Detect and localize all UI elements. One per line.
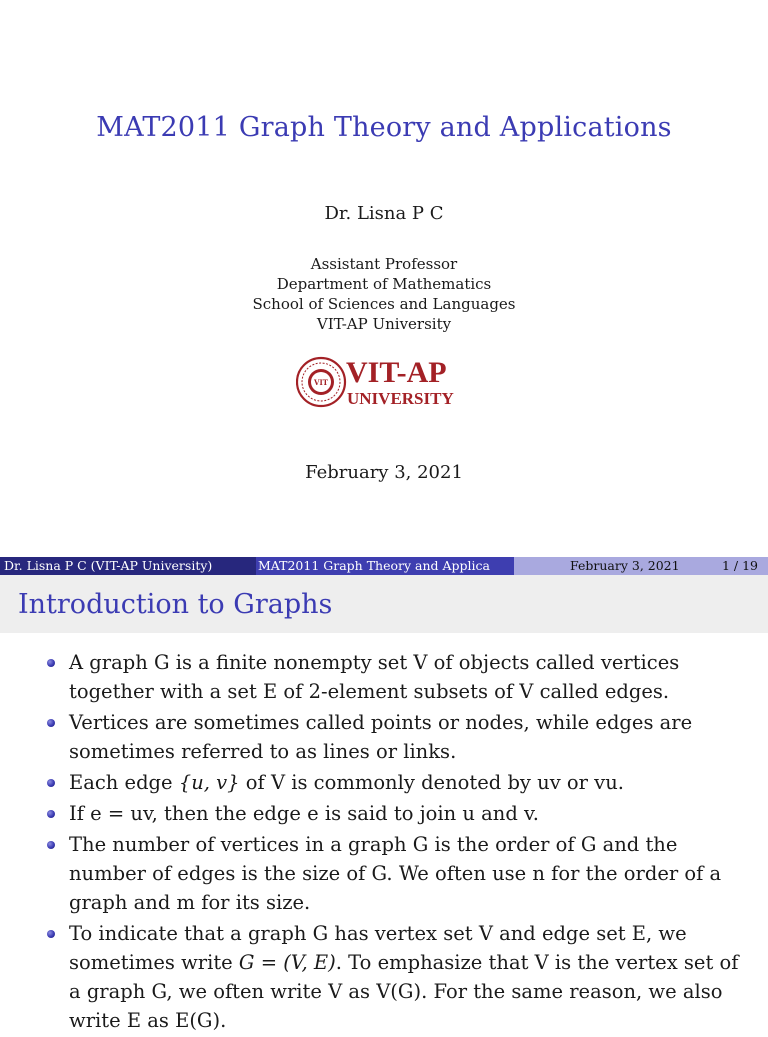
seal-text: VIT xyxy=(314,378,328,387)
frame-title: Introduction to Graphs xyxy=(18,589,333,620)
footer-author: Dr. Lisna P C (VIT-AP University) xyxy=(0,557,256,575)
affiliation-line: VIT-AP University xyxy=(316,315,452,333)
list-item xyxy=(0,768,768,797)
bullet-icon xyxy=(47,779,55,787)
footer-date: February 3, 2021 xyxy=(570,558,680,573)
bullet-text: Vertices are sometimes called points or nodes, while edges are sometimes referred to as lines or links. xyxy=(69,711,693,763)
list-item xyxy=(0,830,768,917)
affiliation-line: School of Sciences and Languages xyxy=(252,295,516,313)
bullet-text: The number of vertices in a graph G is the order of G and the number of edges is the size of G. We often use n for the order of a graph and m for its size. xyxy=(69,833,722,914)
presentation-date: February 3, 2021 xyxy=(305,462,463,483)
list-item xyxy=(0,919,768,1035)
footer-title: MAT2011 Graph Theory and Applica xyxy=(256,557,514,575)
affiliation-block xyxy=(0,254,768,334)
affiliation-line: Department of Mathematics xyxy=(276,275,492,293)
bullet-text: If e = uv, then the edge e is said to join u and v. xyxy=(69,802,539,825)
bullet-icon xyxy=(47,930,55,938)
logo-subtitle: UNIVERSITY xyxy=(347,389,454,408)
frame-header xyxy=(0,575,768,633)
bullet-icon xyxy=(47,719,55,727)
footer-bar xyxy=(0,557,768,575)
presentation-title: MAT2011 Graph Theory and Applications xyxy=(96,112,672,143)
logo-name: VIT-AP xyxy=(346,356,447,389)
math-expression: G = (V, E) xyxy=(238,951,336,974)
list-item xyxy=(0,648,768,706)
bullet-text: To indicate that a graph G has vertex set V and edge set E, we sometimes write xyxy=(69,922,687,974)
bullet-text: A graph G is a finite nonempty set V of objects called vertices together with a set E of 2-element subsets of V called edges. xyxy=(69,651,680,703)
affiliation-line: Assistant Professor xyxy=(310,255,458,273)
list-item xyxy=(0,708,768,766)
university-logo xyxy=(296,352,476,412)
footer-right xyxy=(514,557,768,575)
university-seal-icon xyxy=(297,358,345,406)
list-item xyxy=(0,799,768,828)
bullet-list xyxy=(0,648,768,1037)
author-name: Dr. Lisna P C xyxy=(324,203,444,224)
bullet-icon xyxy=(47,659,55,667)
bullet-text: . To emphasize that V is the vertex set of a graph G, we often write V as V(G). For the same reason, we also write E as E(G). xyxy=(69,951,739,1032)
page-number: 1 / 19 xyxy=(721,558,758,573)
bullet-icon xyxy=(47,810,55,818)
math-expression: {u, v} xyxy=(178,771,240,794)
bullet-text: Each edge xyxy=(69,771,179,794)
bullet-text: of V is commonly denoted by uv or vu. xyxy=(239,771,624,794)
bullet-icon xyxy=(47,841,55,849)
